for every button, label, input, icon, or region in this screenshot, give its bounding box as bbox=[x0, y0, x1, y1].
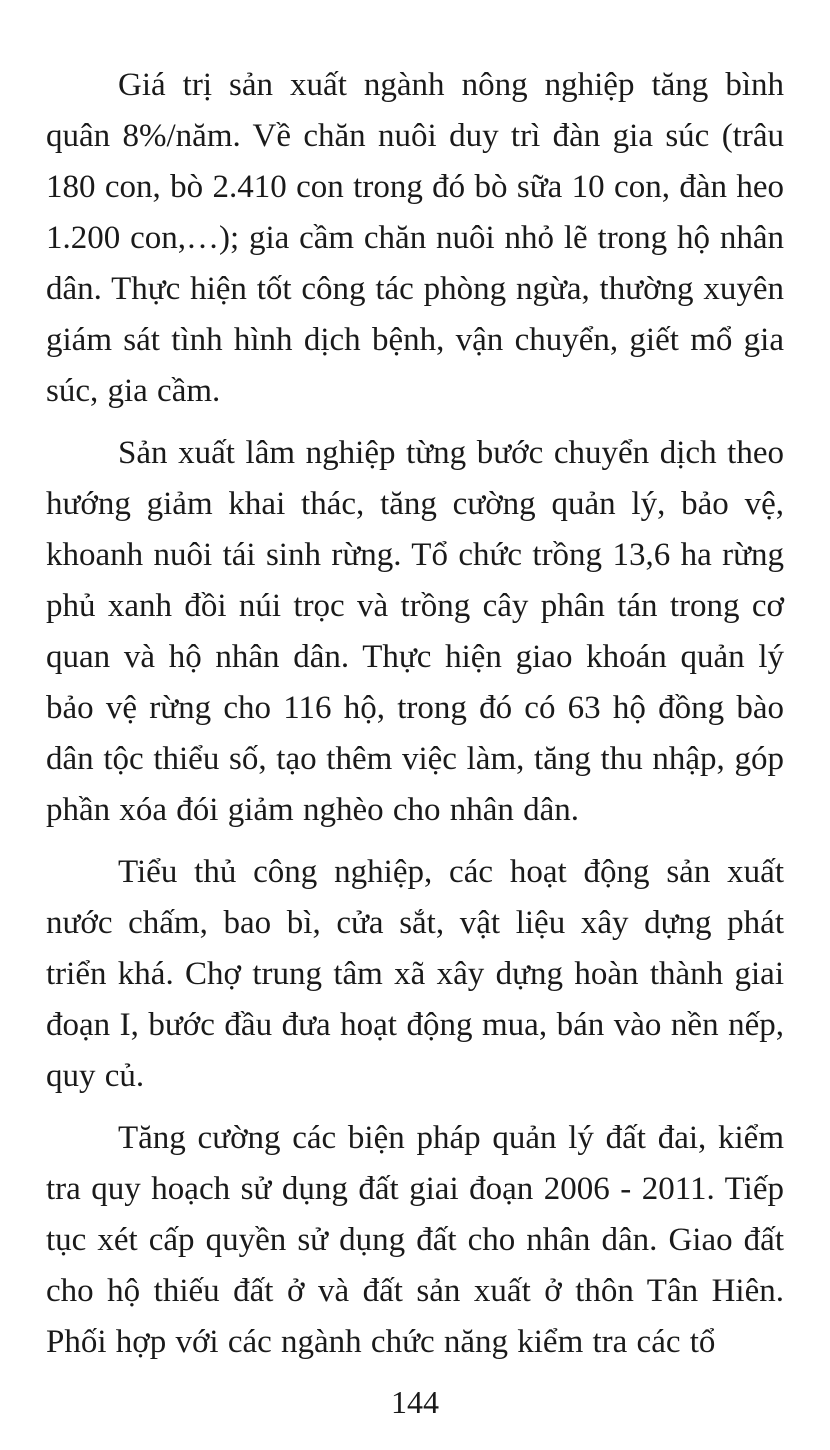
paragraph-forestry: Sản xuất lâm nghiệp từng bước chuyển dịch theo hướng giảm khai thác, tăng cường quản lý, bảo vệ, khoanh nuôi tái sinh rừng. Tổ chức trồng 13,6 ha rừng phủ xanh đồi núi trọc và trồng cây phân tán trong cơ quan và hộ nhân dân. Thực hiện giao khoán quản lý bảo vệ rừng cho 116 hộ, trong đó có 63 hộ đồng bào dân tộc thiểu số, tạo thêm việc làm, tăng thu nhập, góp phần xóa đói giảm nghèo cho nhân dân. bbox=[46, 435, 784, 828]
paragraph-agriculture: Giá trị sản xuất ngành nông nghiệp tăng bình quân 8%/năm. Về chăn nuôi duy trì đàn gia súc (trâu 180 con, bò 2.410 con trong đó bò sữa 10 con, đàn heo 1.200 con,…); gia cầm chăn nuôi nhỏ lẽ trong hộ nhân dân. Thực hiện tốt công tác phòng ngừa, thường xuyên giám sát tình hình dịch bệnh, vận chuyển, giết mổ gia súc, gia cầm. bbox=[46, 67, 784, 409]
paragraph-land-management: Tăng cường các biện pháp quản lý đất đai, kiểm tra quy hoạch sử dụng đất giai đoạn 2006 - 2011. Tiếp tục xét cấp quyền sử dụng đất cho nhân dân. Giao đất cho hộ thiếu đất ở và đất sản xuất ở thôn Tân Hiên. Phối hợp với các ngành chức năng kiểm tra các tổ bbox=[46, 1120, 784, 1360]
page-number: 144 bbox=[391, 1384, 439, 1420]
paragraph-handicraft: Tiểu thủ công nghiệp, các hoạt động sản xuất nước chấm, bao bì, cửa sắt, vật liệu xây dựng phát triển khá. Chợ trung tâm xã xây dựng hoàn thành giai đoạn I, bước đầu đưa hoạt động mua, bán vào nền nếp, quy củ. bbox=[46, 854, 784, 1094]
